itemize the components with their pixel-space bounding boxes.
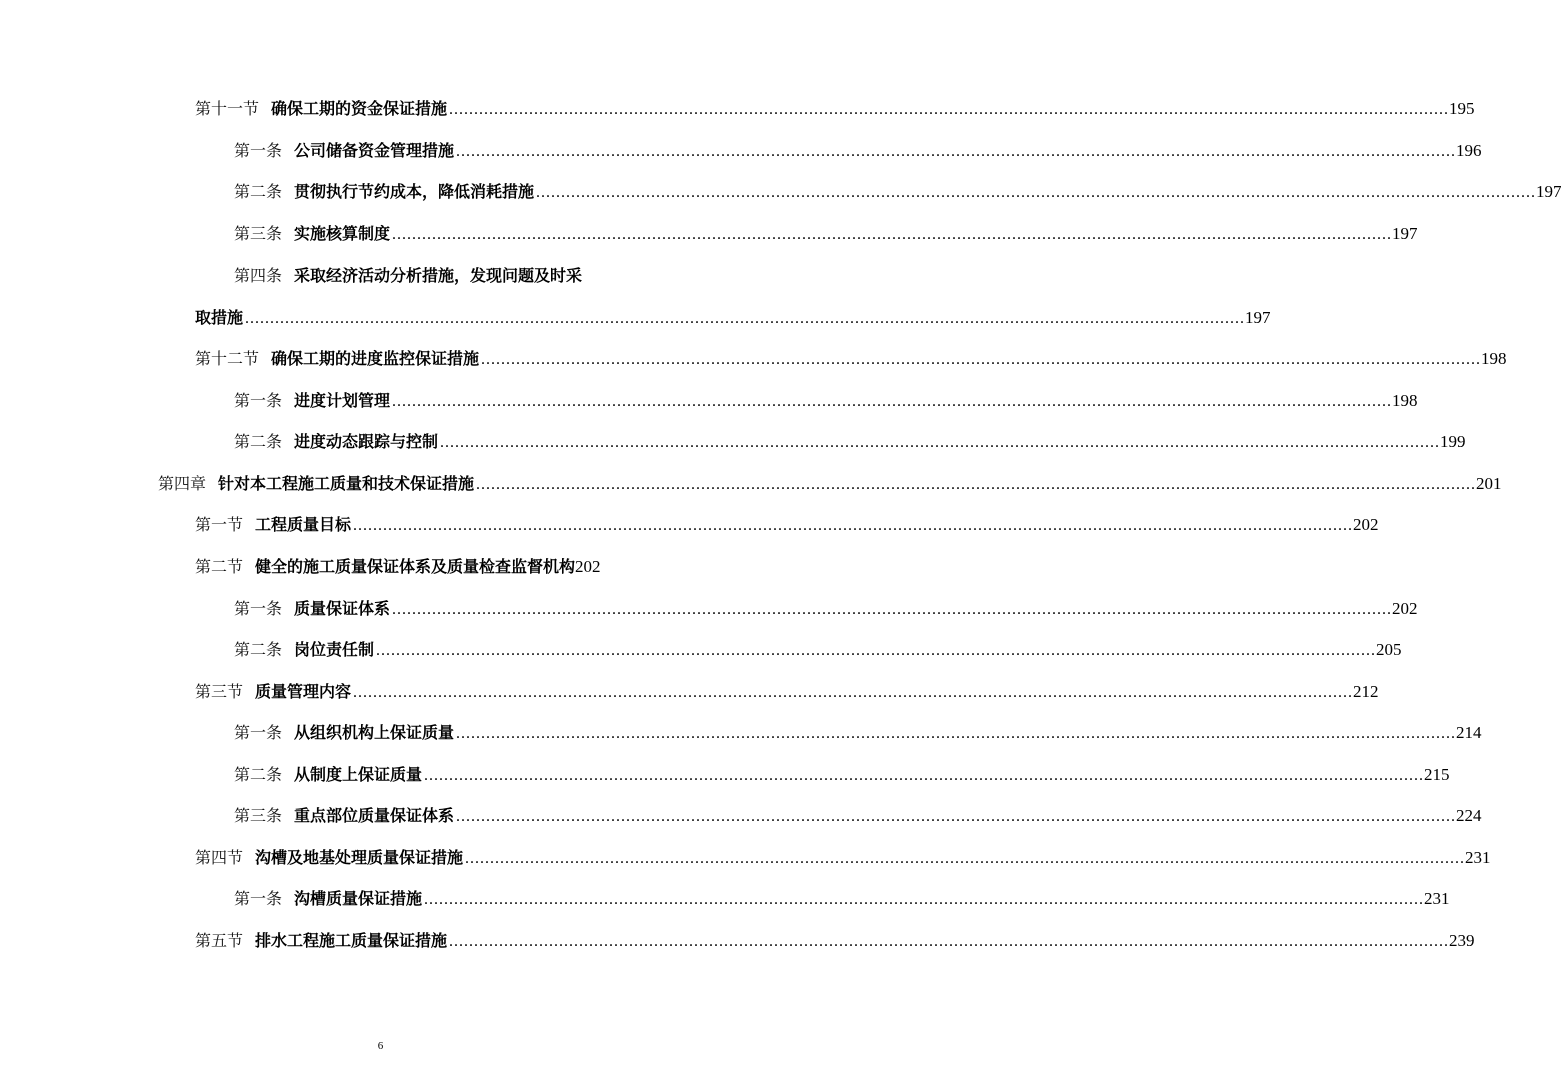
toc-entry-wrapped-first-line[interactable] [234, 265, 640, 287]
toc-entry-label: 第一条 [234, 391, 283, 410]
toc-entry-page: 202 [575, 557, 601, 576]
toc-entry[interactable] [234, 764, 1450, 787]
toc-entry-page: 197 [1536, 182, 1562, 201]
toc-entry-title: 健全的施工质量保证体系及质量检查监督机构 [255, 557, 576, 576]
toc-leader-dots: ........................................................................................................................................................................................................ [392, 226, 1393, 243]
toc-entry-title: 工程质量目标 [255, 515, 352, 534]
toc-entry[interactable] [195, 98, 1475, 121]
toc-leader-dots: ........................................................................................................................................................................................................ [424, 767, 1425, 784]
toc-entry-title: 质量保证体系 [294, 599, 391, 618]
toc-entry-label: 第二条 [234, 640, 283, 659]
toc-entry-title: 从组织机构上保证质量 [294, 723, 455, 742]
toc-leader-dots: ........................................................................................................................................................................................................ [449, 933, 1450, 950]
toc-entry-page: 199 [1440, 432, 1466, 451]
toc-entry-label: 第三节 [195, 682, 244, 701]
toc-entry-page: 239 [1449, 931, 1475, 950]
toc-entry-wrapped-second-line[interactable] [195, 307, 1271, 330]
toc-entry[interactable] [234, 639, 1402, 662]
toc-entry-label: 第一条 [234, 599, 283, 618]
toc-entry-title: 采取经济活动分析措施，发现问题及时采 [294, 266, 583, 285]
toc-entry-title: 沟槽质量保证措施 [294, 889, 423, 908]
toc-entry-title: 进度动态跟踪与控制 [294, 432, 439, 451]
toc-entry-title: 沟槽及地基处理质量保证措施 [255, 848, 464, 867]
toc-entry-label: 第二条 [234, 182, 283, 201]
toc-entry[interactable] [234, 140, 1482, 163]
toc-entry[interactable] [234, 181, 1562, 204]
toc-entry-title: 进度计划管理 [294, 391, 391, 410]
toc-entry-label: 第四节 [195, 848, 244, 867]
toc-entry[interactable] [195, 930, 1475, 953]
toc-entry-page: 196 [1456, 141, 1482, 160]
toc-entry-label: 第一条 [234, 723, 283, 742]
toc-entry-title-continuation: 取措施 [195, 308, 244, 327]
toc-entry-title: 针对本工程施工质量和技术保证措施 [218, 474, 475, 493]
toc-entry[interactable] [234, 223, 1418, 246]
toc-leader-dots: ........................................................................................................................................................................................................ [456, 808, 1457, 825]
toc-entry-label: 第一节 [195, 515, 244, 534]
toc-entry-title: 实施核算制度 [294, 224, 391, 243]
toc-leader-dots: ........................................................................................................................................................................................................ [465, 850, 1466, 867]
toc-entry-page: 195 [1449, 99, 1475, 118]
toc-entry-label: 第一条 [234, 889, 283, 908]
toc-entry-title: 确保工期的进度监控保证措施 [271, 349, 480, 368]
toc-entry-label: 第四章 [158, 474, 207, 493]
toc-leader-dots: ........................................................................................................................................................................................................ [456, 725, 1457, 742]
toc-leader-dots: ........................................................................................................................................................................................................ [456, 143, 1457, 160]
toc-leader-dots: ........................................................................................................................................................................................................ [449, 101, 1450, 118]
toc-entry-page: 205 [1376, 640, 1402, 659]
toc-entry-page: 231 [1424, 889, 1450, 908]
toc-entry[interactable] [234, 722, 1482, 745]
toc-entry[interactable] [195, 847, 1491, 870]
toc-entry-page: 215 [1424, 765, 1450, 784]
toc-entry-page: 198 [1392, 391, 1418, 410]
toc-entry-title: 重点部位质量保证体系 [294, 806, 455, 825]
toc-entry-page: 197 [1245, 308, 1271, 327]
toc-entry-title: 从制度上保证质量 [294, 765, 423, 784]
page-number: 6 [377, 1040, 384, 1052]
toc-entry-page: 214 [1456, 723, 1482, 742]
toc-entry[interactable] [195, 514, 1379, 537]
toc-entry-title: 质量管理内容 [255, 682, 352, 701]
toc-leader-dots: ........................................................................................................................................................................................................ [476, 476, 1477, 493]
toc-leader-dots: ........................................................................................................................................................................................................ [536, 184, 1537, 201]
toc-entry-label: 第三条 [234, 224, 283, 243]
toc-entry-page: 231 [1465, 848, 1491, 867]
toc-entry-label: 第五节 [195, 931, 244, 950]
toc-entry-label: 第十二节 [195, 349, 260, 368]
toc-entry[interactable] [234, 431, 1466, 454]
toc-entry-page: 212 [1353, 682, 1379, 701]
toc-entry-chapter[interactable] [158, 473, 1502, 496]
toc-entry-label: 第十一节 [195, 99, 260, 118]
toc-entry-label: 第二节 [195, 557, 244, 576]
toc-leader-dots: ........................................................................................................................................................................................................ [424, 891, 1425, 908]
toc-entry-page: 198 [1481, 349, 1507, 368]
toc-entry-page: 201 [1476, 474, 1502, 493]
toc-entry-title: 排水工程施工质量保证措施 [255, 931, 448, 950]
toc-leader-dots: ........................................................................................................................................................................................................ [353, 684, 1354, 701]
toc-leader-dots: ........................................................................................................................................................................................................ [376, 642, 1377, 659]
toc-entry[interactable] [195, 556, 665, 578]
toc-entry-label: 第一条 [234, 141, 283, 160]
toc-leader-dots: ........................................................................................................................................................................................................ [440, 434, 1441, 451]
toc-entry-title: 贯彻执行节约成本，降低消耗措施 [294, 182, 535, 201]
toc-entry-title: 公司储备资金管理措施 [294, 141, 455, 160]
toc-entry[interactable] [234, 598, 1418, 621]
toc-entry[interactable] [234, 805, 1482, 828]
toc-entry-title: 岗位责任制 [294, 640, 375, 659]
toc-entry[interactable] [195, 681, 1379, 704]
toc-entry[interactable] [195, 348, 1507, 371]
toc-entry[interactable] [234, 888, 1450, 911]
toc-entry-label: 第四条 [234, 266, 283, 285]
toc-leader-dots: ........................................................................................................................................................................................................ [392, 601, 1393, 618]
toc-leader-dots: ........................................................................................................................................................................................................ [481, 351, 1482, 368]
toc-entry-page: 202 [1353, 515, 1379, 534]
toc-entry-label: 第二条 [234, 432, 283, 451]
toc-entry-page: 224 [1456, 806, 1482, 825]
toc-entry-page: 202 [1392, 599, 1418, 618]
toc-entry-label: 第二条 [234, 765, 283, 784]
toc-leader-dots: ........................................................................................................................................................................................................ [392, 393, 1393, 410]
toc-leader-dots: ........................................................................................................................................................................................................ [353, 517, 1354, 534]
toc-entry[interactable] [234, 390, 1418, 413]
toc-entry-title: 确保工期的资金保证措施 [271, 99, 448, 118]
toc-leader-dots: ........................................................................................................................................................................................................ [245, 310, 1246, 327]
toc-entry-page: 197 [1392, 224, 1418, 243]
toc-entry-label: 第三条 [234, 806, 283, 825]
